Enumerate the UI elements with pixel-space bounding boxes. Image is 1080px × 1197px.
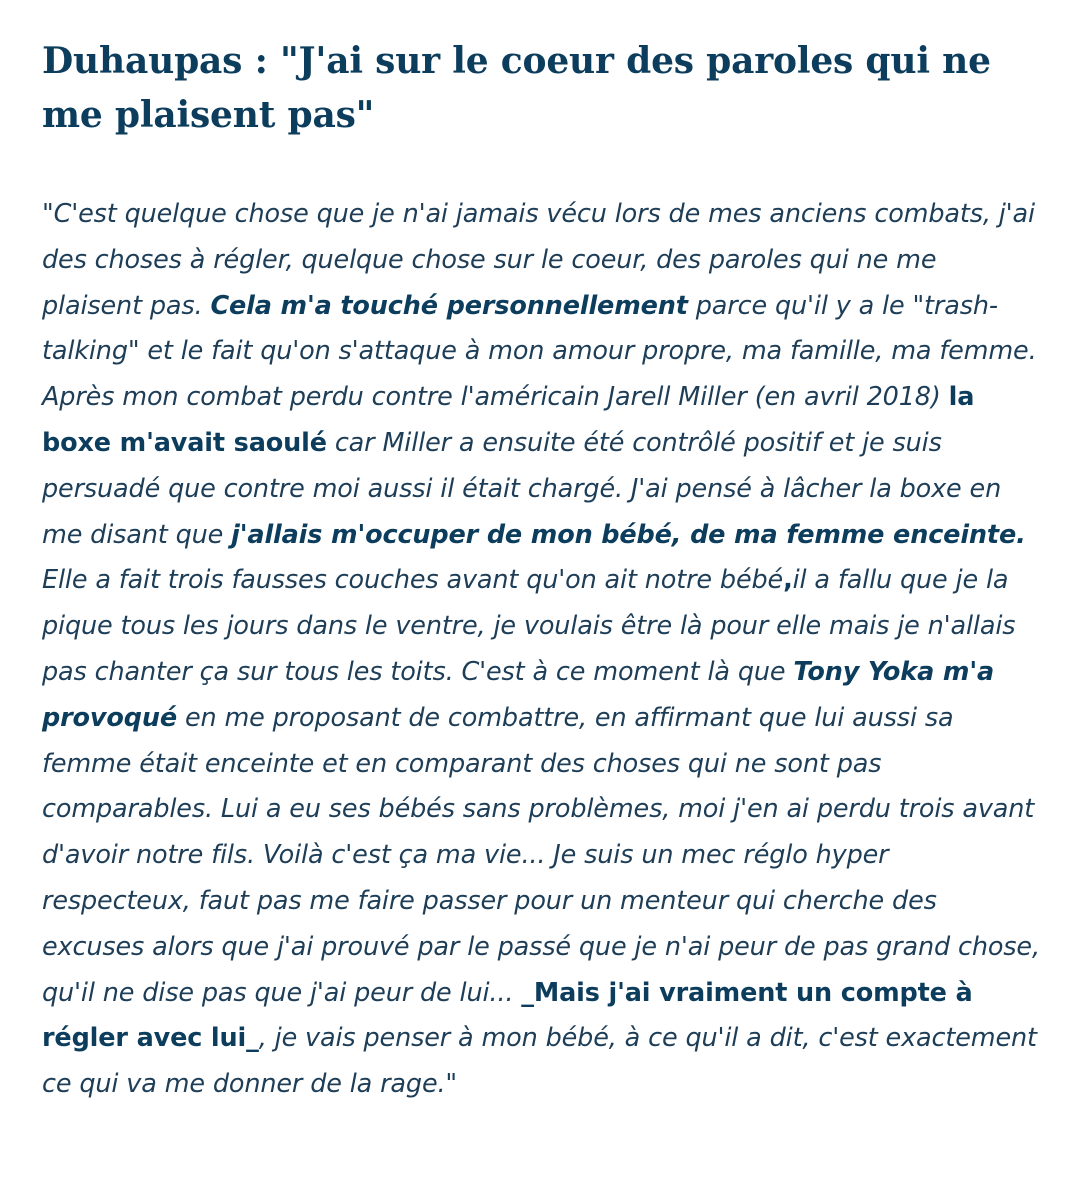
quote-text: car Miller a ensuite été contrôlé positif et je suis persuadé que contre moi aussi il était chargé. J'ai pensé à lâcher la boxe en me disant que <box>42 427 1002 550</box>
quote-highlight: , <box>783 565 793 596</box>
article <box>42 34 1042 1108</box>
quote-highlight: _Mais j'ai vraiment un compte à régler avec lui_ <box>42 977 973 1054</box>
quote-highlight: Tony Yoka m'a provoqué <box>42 656 995 733</box>
quote-highlight: la boxe m'avait saoulé <box>42 382 975 458</box>
quote-text: "C'est quelque chose que je n'ai jamais vécu lors de mes anciens combats, j'ai des choses à régler, quelque chose sur le coeur, des paroles qui ne me plaisent pas. <box>42 199 1035 321</box>
quote-text: parce qu'il y a le "trash-talking" et le fait qu'on s'attaque à mon amour propre, ma famille, ma femme. Après mon combat perdu contre l'américain Jarell Miller (en avril 2018) <box>42 290 1037 413</box>
quote-text: Elle a fait trois fausses couches avant qu'on ait notre bébé <box>42 565 784 596</box>
quote-text: , je vais penser à mon bébé, à ce qu'il a dit, c'est exactement ce qui va me donner de la rage." <box>42 1023 1037 1100</box>
article-headline: Duhaupas : "J'ai sur le coeur des paroles qui ne me plaisent pas" <box>42 40 991 136</box>
quote-text: en me proposant de combattre, en affirmant que lui aussi sa femme était enceinte et en comparant des choses qui ne sont pas comparables. Lui a eu ses bébés sans problèmes, moi j'en ai perdu trois avant d'avoir notre fils. Voilà c'est ça ma vie... Je suis un mec réglo hyper respecteux, faut pas me faire passer pour un menteur qui cherche des excuses alors que j'ai prouvé par le passé que je n'ai peur de pas grand chose, qu'il ne dise pas que j'ai peur de lui... <box>42 702 1040 1008</box>
quote-highlight: j'allais m'occuper de mon bébé, de ma femme enceinte. <box>231 519 1026 550</box>
quote-highlight: Cela m'a touché personnellement <box>210 290 688 321</box>
quote-text: il a fallu que je la pique tous les jours dans le ventre, je voulais être là pour elle mais je n'allais pas chanter ça sur tous les toits. C'est à ce moment là que <box>42 565 1016 687</box>
quote-paragraph <box>42 192 1042 1108</box>
